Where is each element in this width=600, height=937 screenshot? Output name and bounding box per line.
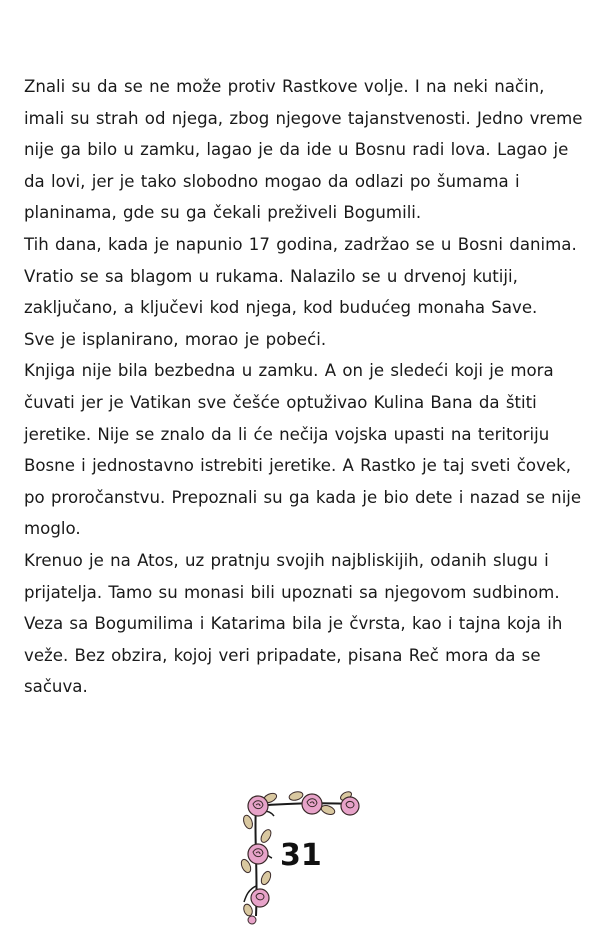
rose-bud xyxy=(248,916,256,924)
leaf xyxy=(259,828,273,844)
rose xyxy=(251,889,269,907)
paragraph-3: Sve je isplanirano, morao je pobeći. xyxy=(24,329,327,349)
rose xyxy=(341,797,359,815)
rose xyxy=(248,796,268,816)
paragraph-2: Tih dana, kada je napunio 17 godina, zadržao se u Bosni danima. Vratio se sa blagom u rukama. Nalazilo se u drvenoj kutiji, zaključano, a ključevi kod njega, kod budućeg monaha Save. xyxy=(24,234,577,318)
paragraph-5: Krenuo je na Atos, uz pratnju svojih najbliskijih, odanih slugu i prijatelja. Tamo su monasi bili upoznati sa njegovom sudbinom. Veza sa Bogumilima i Katarima bila je čvrsta, kao i tajna koja ih veže. Bez obzira, kojoj veri pripadate, pisana Reč mora da se sačuva. xyxy=(24,550,563,697)
paragraph-4: Knjiga nije bila bezbedna u zamku. A on je sledeći koji je mora čuvati jer je Vatikan sve češće optuživao Kulina Bana da štiti jeretike. Nije se znalo da li će nečija vojska upasti na teritoriju Bosne i jednostavno istrebiti jeretike. A Rastko je taj sveti čovek, po proročanstvu. Prepoznali su ga kada je bio dete i nazad se nije moglo. xyxy=(24,361,582,539)
leaf xyxy=(242,814,254,830)
page-number: 31 xyxy=(280,838,322,873)
leaf xyxy=(288,790,304,801)
rose xyxy=(302,794,322,814)
body-text xyxy=(24,71,584,703)
rose xyxy=(248,844,268,864)
leaf xyxy=(259,870,272,886)
paragraph-1: Znali su da se ne može protiv Rastkove volje. I na neki način, imali su strah od njega, zbog njegove tajanstvenosti. Jedno vreme nije ga bilo u zamku, lagao je da ide u Bosnu radi lova. Lagao je da lovi, jer je tako slobodno mogao da odlazi po šumama i planinama, gde su ga čekali preživeli Bogumili. xyxy=(24,77,583,223)
leaf xyxy=(242,903,254,917)
